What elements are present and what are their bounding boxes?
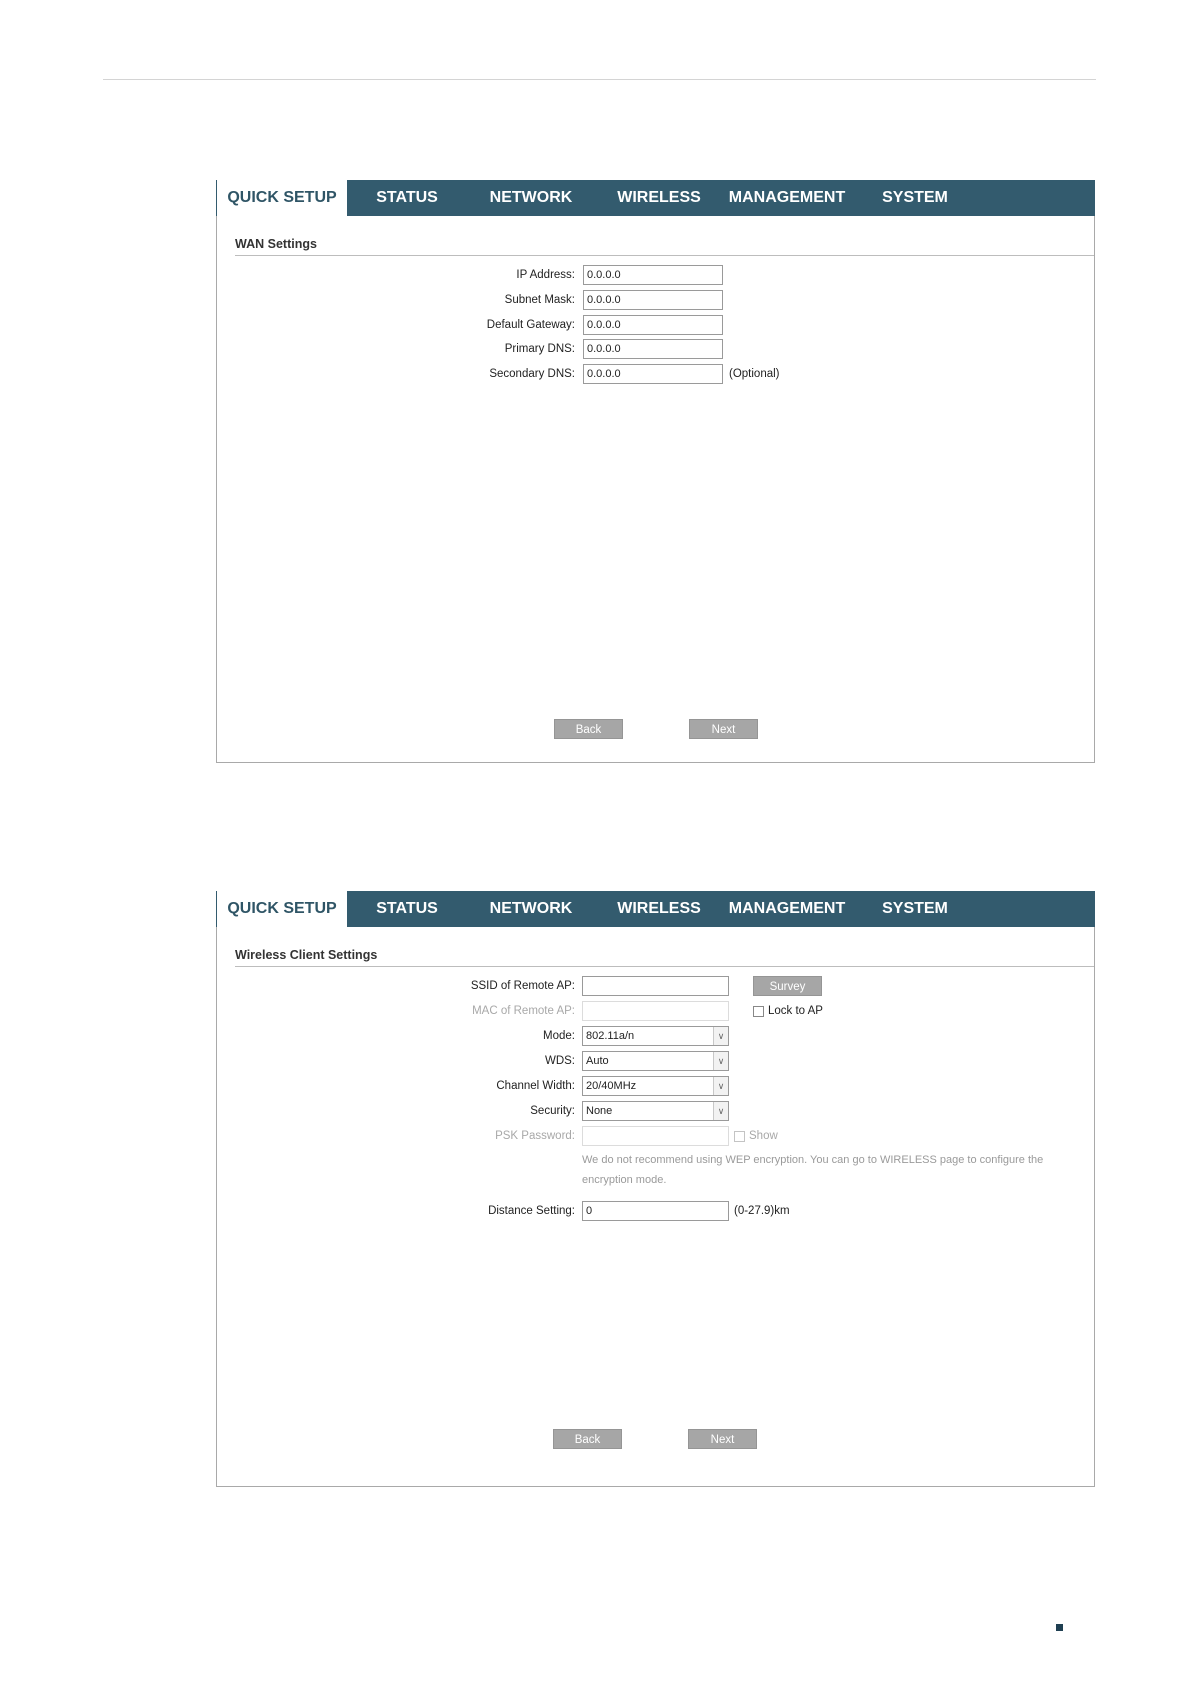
channel-width-select[interactable] <box>582 1076 729 1096</box>
top-nav-bar <box>216 180 1095 216</box>
secondary-dns-label: Secondary DNS: <box>489 368 575 380</box>
wireless-client-settings-panel <box>216 891 1095 1487</box>
ip-address-input[interactable]: 0.0.0.0 <box>583 265 723 285</box>
channel-width-value: 20/40MHz <box>586 1080 637 1092</box>
wan-settings-panel <box>216 180 1095 763</box>
tab-quick-setup[interactable]: QUICK SETUP <box>217 891 347 927</box>
chevron-down-icon: ∨ <box>713 1077 728 1095</box>
tab-wireless[interactable]: WIRELESS <box>617 900 701 917</box>
wds-select[interactable] <box>582 1051 729 1071</box>
tab-quick-setup[interactable]: QUICK SETUP <box>217 180 347 216</box>
wep-encryption-note: We do not recommend using WEP encryption. You can go to WIRELESS page to configure the encryption mode. <box>582 1154 1044 1186</box>
subnet-mask-input[interactable]: 0.0.0.0 <box>583 290 723 310</box>
next-button[interactable]: Next <box>689 719 758 739</box>
mode-label: Mode: <box>543 1030 575 1042</box>
section-divider <box>235 255 1094 256</box>
lock-to-ap-checkbox[interactable] <box>753 1006 764 1017</box>
tab-management[interactable]: MANAGEMENT <box>728 900 846 917</box>
primary-dns-input[interactable]: 0.0.0.0 <box>583 339 723 359</box>
distance-setting-label: Distance Setting: <box>488 1205 575 1217</box>
optional-hint: (Optional) <box>729 368 780 380</box>
channel-width-label: Channel Width: <box>496 1080 575 1092</box>
secondary-dns-input[interactable]: 0.0.0.0 <box>583 364 723 384</box>
primary-dns-label: Primary DNS: <box>504 343 575 355</box>
security-value: None <box>586 1105 613 1117</box>
wds-label: WDS: <box>544 1055 575 1067</box>
default-gateway-input[interactable]: 0.0.0.0 <box>583 315 723 335</box>
wds-value: Auto <box>586 1055 609 1067</box>
tab-wireless[interactable]: WIRELESS <box>617 189 701 206</box>
section-title: WAN Settings <box>235 237 317 251</box>
default-gateway-label: Default Gateway: <box>486 319 575 331</box>
mode-value: 802.11a/n <box>586 1030 635 1042</box>
subnet-mask-label: Subnet Mask: <box>504 294 575 306</box>
tab-system[interactable]: SYSTEM <box>882 189 948 206</box>
show-password-checkbox[interactable] <box>734 1131 745 1142</box>
ip-address-label: IP Address: <box>516 269 575 281</box>
page-marker <box>1056 1624 1063 1631</box>
top-nav-bar <box>216 891 1095 927</box>
section-divider <box>235 966 1094 967</box>
ssid-input[interactable] <box>582 976 729 996</box>
page-top-rule <box>103 79 1096 80</box>
tab-status[interactable]: STATUS <box>376 900 438 917</box>
chevron-down-icon: ∨ <box>713 1102 728 1120</box>
chevron-down-icon: ∨ <box>713 1027 728 1045</box>
security-select[interactable] <box>582 1101 729 1121</box>
distance-setting-input[interactable]: 0 <box>582 1201 729 1221</box>
tab-network[interactable]: NETWORK <box>489 900 573 917</box>
section-title: Wireless Client Settings <box>235 948 378 962</box>
ssid-label: SSID of Remote AP: <box>470 980 575 992</box>
mac-input[interactable] <box>582 1001 729 1021</box>
next-button[interactable]: Next <box>688 1429 757 1449</box>
survey-button[interactable]: Survey <box>753 976 822 996</box>
mode-select[interactable] <box>582 1026 729 1046</box>
tab-management[interactable]: MANAGEMENT <box>728 189 846 206</box>
mac-label: MAC of Remote AP: <box>472 1005 575 1017</box>
lock-to-ap-label: Lock to AP <box>768 1005 823 1017</box>
psk-password-label: PSK Password: <box>495 1130 575 1142</box>
back-button[interactable]: Back <box>554 719 623 739</box>
chevron-down-icon: ∨ <box>713 1052 728 1070</box>
tab-status[interactable]: STATUS <box>376 189 438 206</box>
show-password-label: Show <box>749 1130 778 1142</box>
back-button[interactable]: Back <box>553 1429 622 1449</box>
psk-password-input[interactable] <box>582 1126 729 1146</box>
tab-network[interactable]: NETWORK <box>489 189 573 206</box>
tab-system[interactable]: SYSTEM <box>882 900 948 917</box>
security-label: Security: <box>530 1105 575 1117</box>
distance-range-hint: (0-27.9)km <box>734 1205 790 1217</box>
